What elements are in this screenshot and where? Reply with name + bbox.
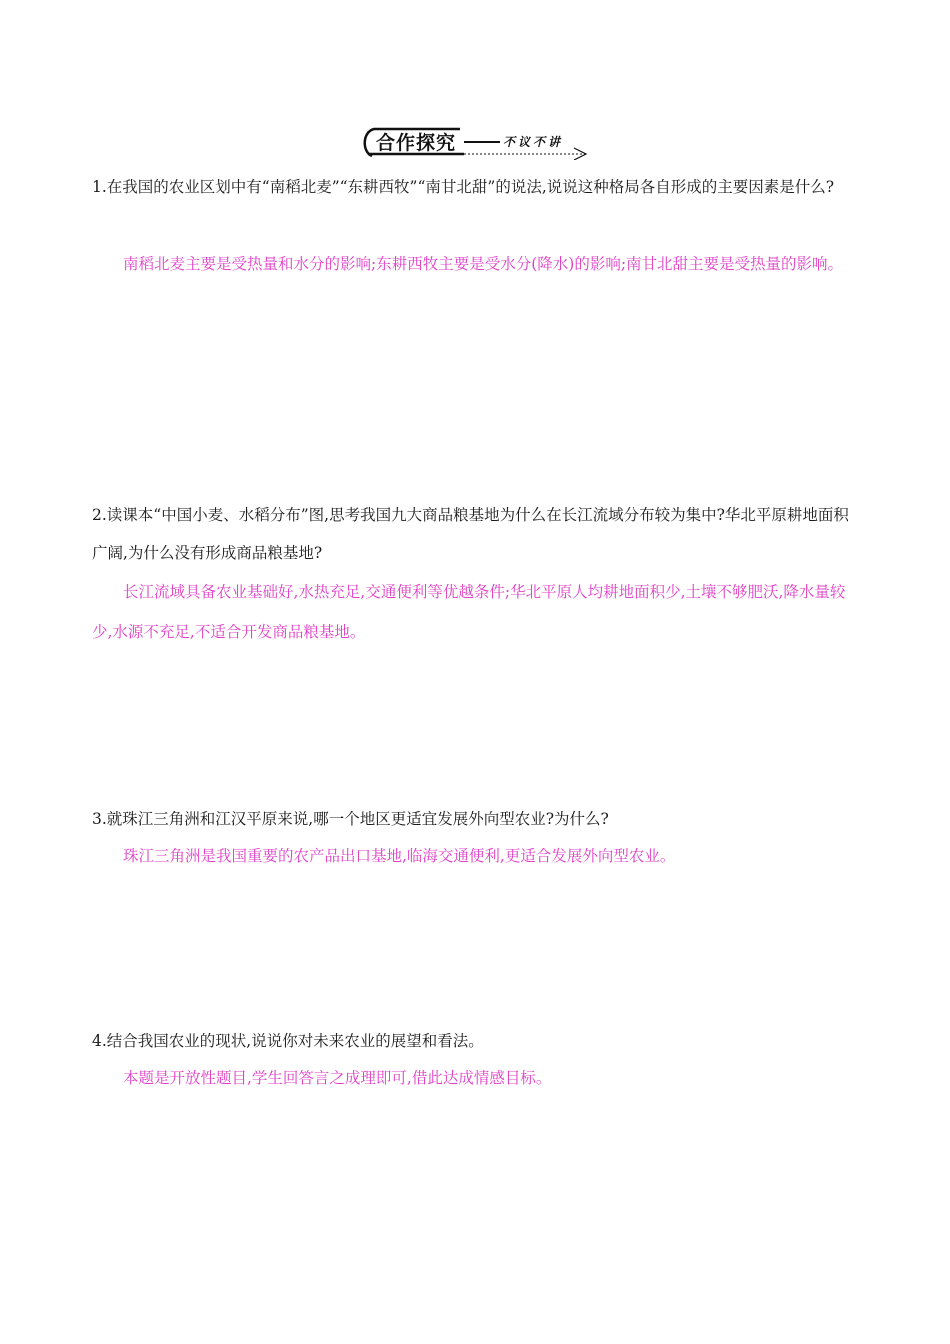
answer-2: 长江流域具备农业基础好,水热充足,交通便利等优越条件;华北平原人均耕地面积少,土壤不够肥沃,降水量较少,水源不充足,不适合开发商品粮基地。 [92, 583, 846, 641]
question-4: 4.结合我国农业的现状,说说你对未来农业的展望和看法。 [92, 1032, 484, 1050]
section-subtitle: 不议不讲 [503, 135, 564, 149]
section-header [360, 124, 592, 160]
question-2: 2.读课本“中国小麦、水稻分布”图,思考我国九大商品粮基地为什么在长江流域分布较为集中?华北平原耕地面积广阔,为什么没有形成商品粮基地? [92, 506, 849, 562]
answer-3: 珠江三角洲是我国重要的农产品出口基地,临海交通便利,更适合发展外向型农业。 [123, 847, 676, 865]
answer-1: 南稻北麦主要是受热量和水分的影响;东耕西牧主要是受水分(降水)的影响;南甘北甜主要是受热量的影响。 [123, 255, 844, 273]
answer-4: 本题是开放性题目,学生回答言之成理即可,借此达成情感目标。 [123, 1069, 552, 1087]
question-3: 3.就珠江三角洲和江汉平原来说,哪一个地区更适宜发展外向型农业?为什么? [92, 810, 609, 828]
question-1: 1.在我国的农业区划中有“南稻北麦”“东耕西牧”“南甘北甜”的说法,说说这种格局各自形成的主要因素是什么? [92, 178, 835, 196]
section-title: 合作探究 [376, 132, 457, 154]
header-dash [464, 141, 500, 143]
